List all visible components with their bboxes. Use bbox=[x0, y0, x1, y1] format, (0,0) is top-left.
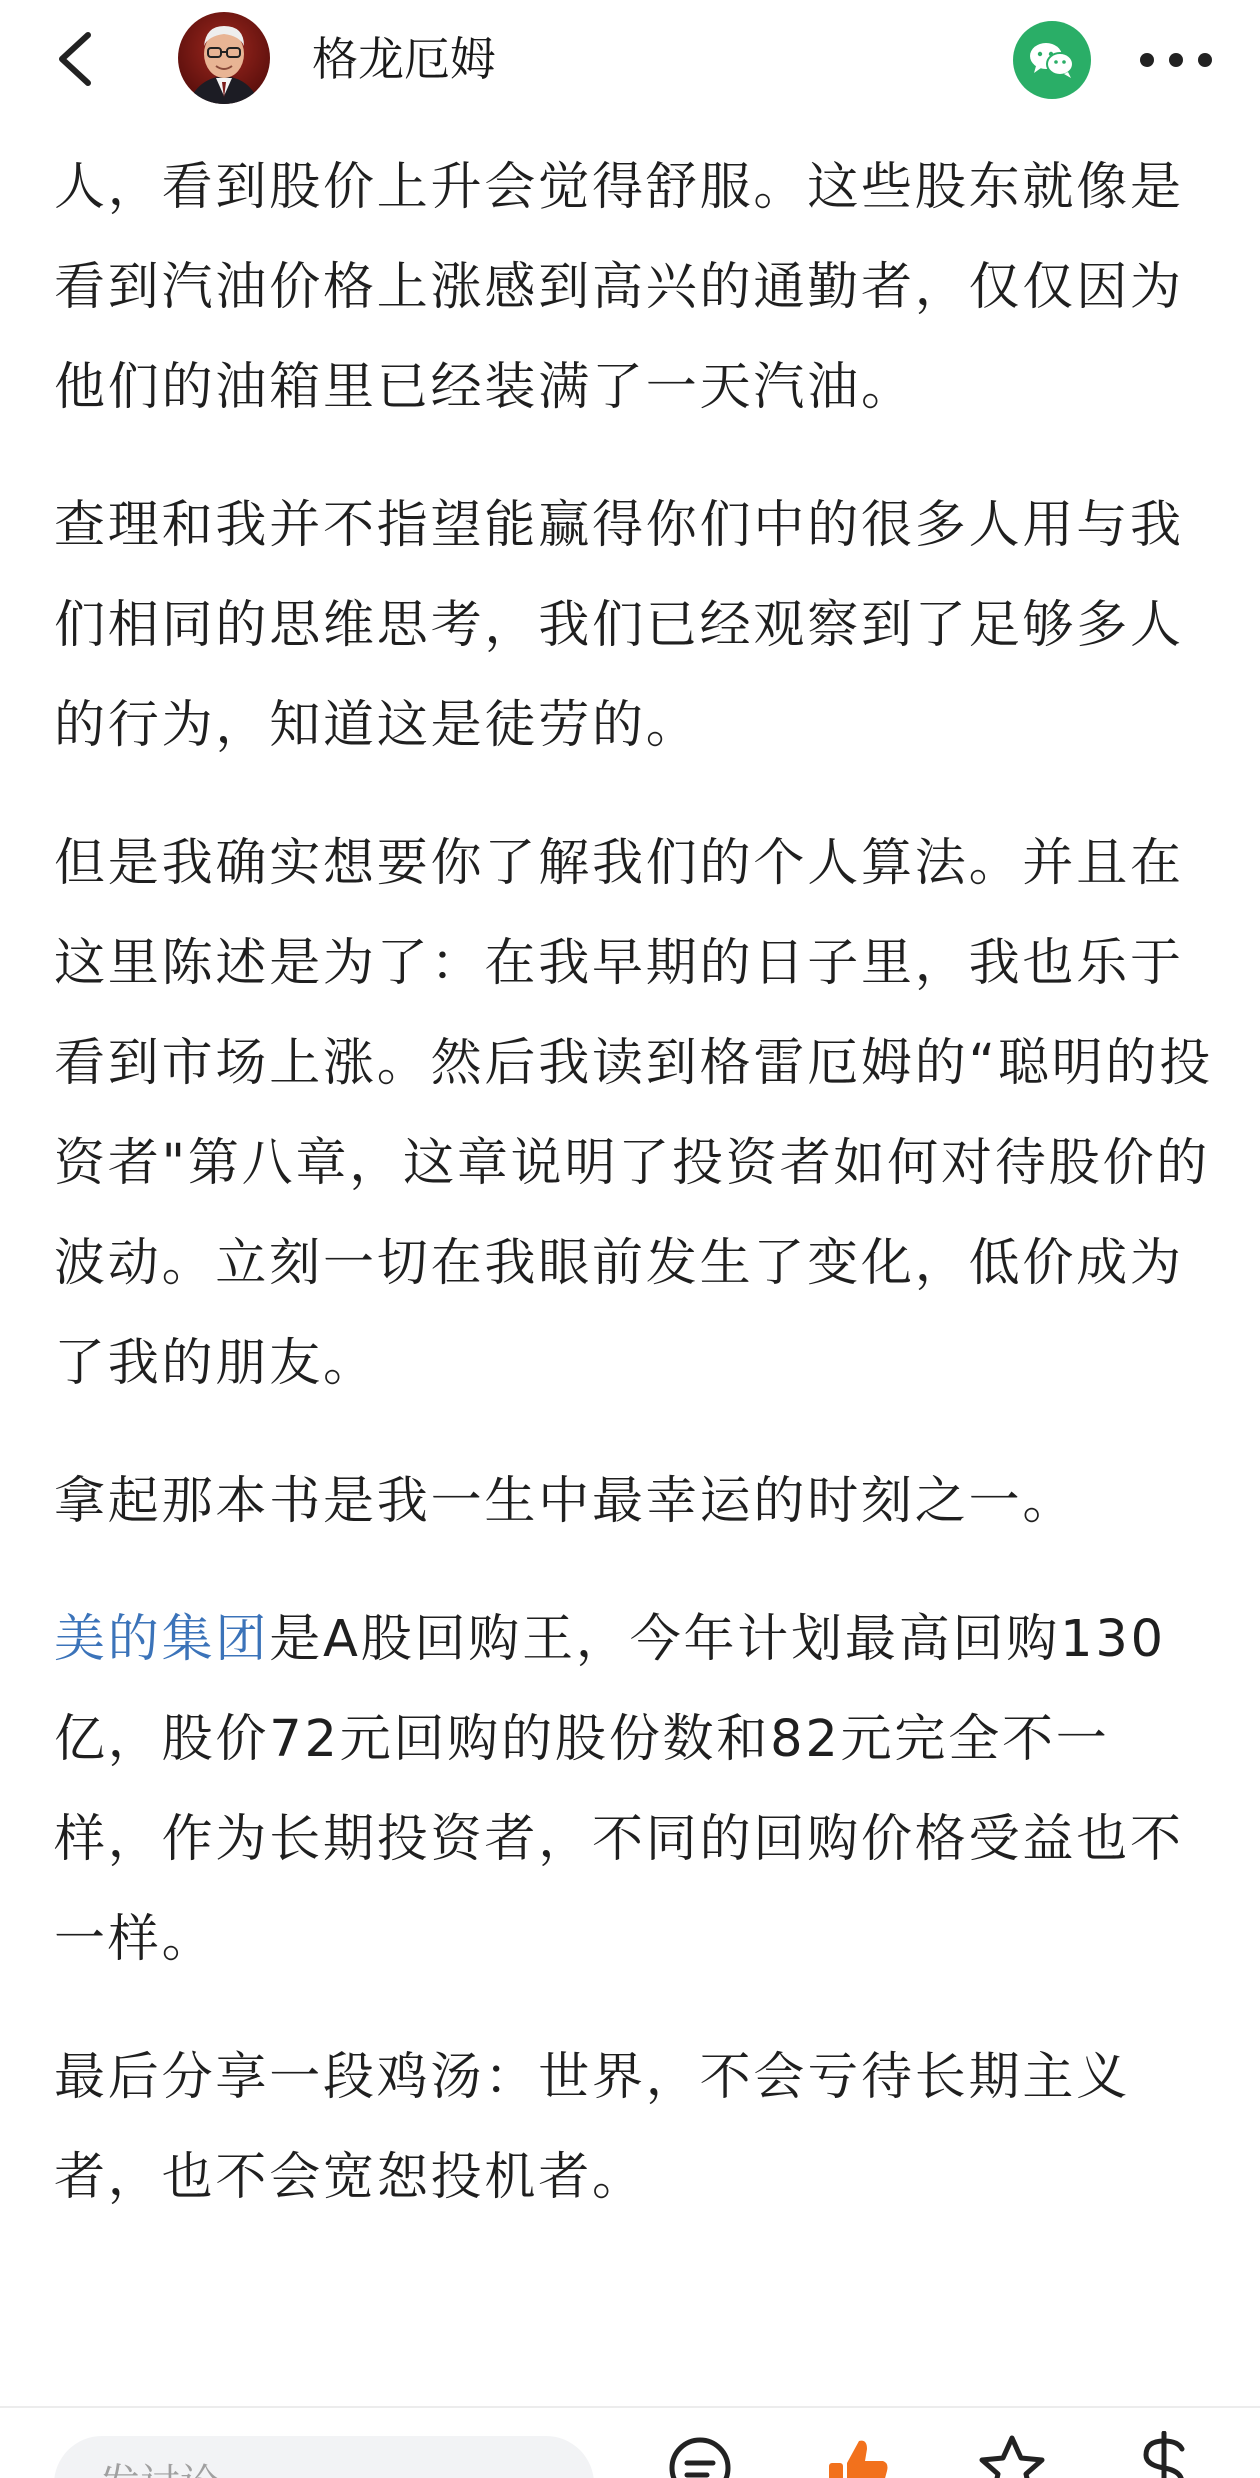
stock-link[interactable]: 美的集团 bbox=[54, 1610, 270, 1669]
more-dot bbox=[1169, 53, 1183, 67]
article-paragraph: 最后分享一段鸡汤：世界，不会亏待长期主义者，也不会宽恕投机者。 bbox=[54, 2048, 1131, 2207]
like-button[interactable] bbox=[818, 2428, 898, 2478]
thumbs-up-icon bbox=[823, 2433, 893, 2478]
article-body bbox=[54, 138, 1214, 2266]
article-paragraph: 拿起那本书是我一生中最幸运的时刻之一。 bbox=[54, 1472, 1077, 1531]
avatar[interactable] bbox=[178, 12, 270, 104]
article-paragraph-with-link bbox=[54, 1590, 1214, 1990]
wechat-share-button[interactable] bbox=[1013, 21, 1091, 99]
article-paragraph-text: 是A股回购王，今年计划最高回购130亿，股价72元回购的股份数和82元完全不一样，作为长期投资者，不同的回购价格受益也不一样。 bbox=[54, 1610, 1184, 1969]
back-button[interactable] bbox=[40, 24, 110, 94]
article-paragraph: 但是我确实想要你了解我们的个人算法。并且在这里陈述是为了：在我早期的日子里，我也乐于看到市场上涨。然后我读到格雷厄姆的“聪明的投资者"第八章，这章说明了投资者如何对待股价的波动。立刻一切在我眼前发生了变化，低价成为了我的朋友。 bbox=[54, 834, 1214, 1393]
comment-button[interactable] bbox=[660, 2428, 740, 2478]
wechat-icon bbox=[1028, 40, 1076, 80]
comment-icon bbox=[665, 2433, 735, 2478]
author-name[interactable]: 格龙厄姆 bbox=[312, 32, 496, 86]
more-options-button[interactable] bbox=[1140, 30, 1212, 90]
comment-input[interactable] bbox=[54, 2436, 594, 2478]
favorite-button[interactable] bbox=[972, 2428, 1052, 2478]
article-paragraph: 查理和我并不指望能赢得你们中的很多人用与我们相同的思维思考，我们已经观察到了足够多人的行为，知道这是徒劳的。 bbox=[54, 496, 1184, 755]
more-dots-icon bbox=[1140, 53, 1154, 67]
reward-button[interactable] bbox=[1124, 2428, 1204, 2478]
bottom-action-bar bbox=[0, 2406, 1260, 2478]
article-paragraph: 人，看到股价上升会觉得舒服。这些股东就像是看到汽油价格上涨感到高兴的通勤者，仅仅因为他们的油箱里已经装满了一天汽油。 bbox=[54, 158, 1184, 417]
top-nav-bar bbox=[0, 0, 1260, 120]
dollar-icon bbox=[1134, 2431, 1194, 2478]
star-icon bbox=[976, 2432, 1048, 2478]
chevron-left-icon bbox=[52, 29, 98, 89]
more-dot bbox=[1198, 53, 1212, 67]
avatar-portrait bbox=[178, 12, 270, 104]
